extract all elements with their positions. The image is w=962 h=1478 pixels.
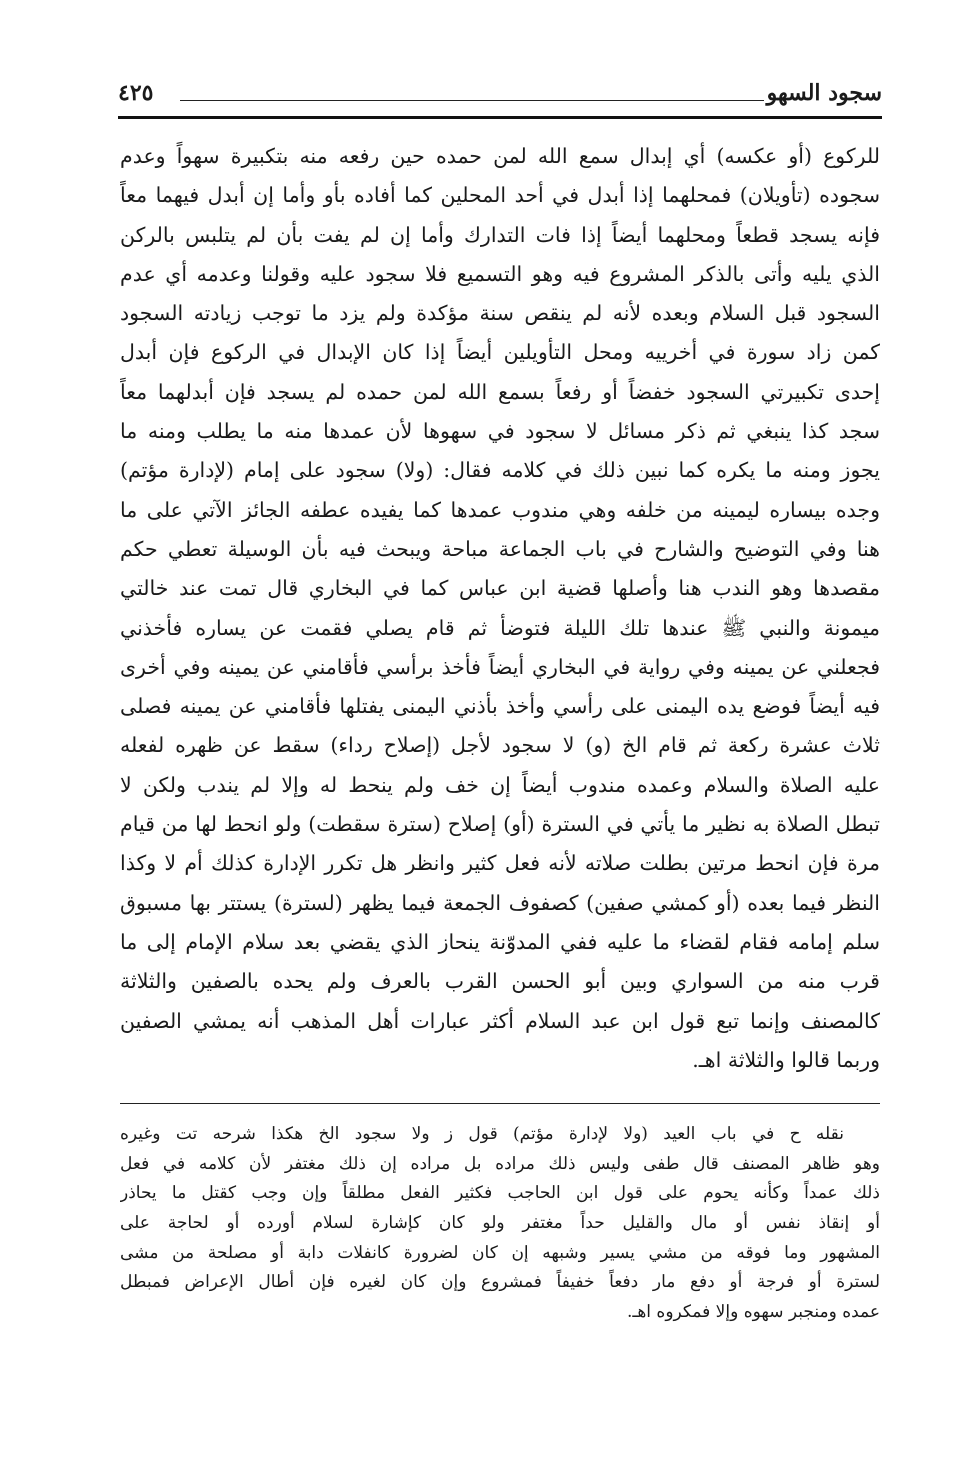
text-line: كالمصنف وإنما تبع قول ابن عبد السلام أكثر عبارات أهل المذهب أنه يمشي الصفين [120, 1008, 880, 1033]
text-line: للركوع (أو عكسه) أي إبدال سمع الله لمن حمده حين رفعه منه بتكبيرة سهواً وعدم [120, 144, 880, 168]
text-line: هنا وفي التوضيح والشارح في باب الجماعة مباحة ويبحث فيه بأن الوسيلة تعطي حكم [120, 536, 880, 561]
text-line: وربما قالوا والثلاثة اهـ. [692, 1047, 880, 1072]
footnotes [120, 1120, 880, 1328]
text-line: ثلاث عشرة ركعة ثم قام الخ (و) لا سجود لأجل (إصلاح رداء) سقط عن ظهره لفعله [120, 733, 880, 758]
main-text [120, 137, 880, 1080]
text-line: يجوز ومنه ما يكره كما نبين ذلك في كلامه فقال: (ولا) سجود على إمام (لإدارة مؤتم) [120, 458, 880, 483]
footnote-line: وهو ظاهر المصنف قال طفى وليس ذلك مراده بل مراده إن ذلك مغتفر لأن كلامه في فعل [120, 1153, 880, 1174]
text-line: تبطل الصلاة به نظير ما يأتي في السترة (أو) إصلاح (سترة سقطت) ولو انحط لها من قيام [120, 812, 880, 837]
text-line: سجد كذا ينبغي ثم ذكر مسائل لا سجود في سهوها لأن عمدها منه ما يطلب ومنه ما [120, 419, 880, 444]
text-line: إحدى تكبيرتي السجود خفضاً أو رفعاً بسمع الله لمن حمده لم يسجد فإن أبدلهما معاً [120, 379, 880, 404]
text-line: قرب منه من السواري وبين أبو الحسن القرب بالعرف ولم يحده بالصفين والثلاثة [120, 969, 880, 994]
text-line: مرة فإن انحط مرتين بطلت صلاته لأنه فعل كثير وانظر هل تكرر الإدارة كذلك أم لا وكذا [120, 851, 880, 876]
text-line: مقصدها وهو الندب هنا وأصلها قضية ابن عباس كما في البخاري قال تمت عند خالتي [120, 576, 880, 601]
text-line: وجده بيساره ليمينه من خلفه وهي مندوب عمدها كما يفيده عطفه الجائز الآتي على ما [120, 497, 880, 522]
footnote-separator [120, 1103, 880, 1104]
header-thin-rule [180, 100, 764, 101]
footnote-line: أو إنقاذ نفس أو مال والقليل حداً مغتفر ولو كان كإشارة لسلام أورده أو لحاجة على [120, 1213, 880, 1234]
text-line: كمن زاد سورة في أخرييه ومحل التأويلين أيضاً إذا كان الإبدال في الركوع فإن أبدل [120, 340, 880, 365]
page-number: ٤٢٥ [118, 80, 154, 106]
footnote-line: نقله ح في باب العيد (ولا لإدارة مؤتم) قول ز ولا سجود الخ هكذا شرحه تت وغيره [120, 1124, 844, 1144]
footnote-line: عمده ومنجبر سهوه وإلا فمكروه اهـ. [626, 1302, 880, 1323]
text-line: النظر فيما بعده (أو كمشي صفين) كصفوف الجمعة فيما يظهر (لسترة) يستتر بها مسبوق [120, 890, 880, 915]
text-line: السجود قبل السلام وبعده لأنه لم ينقص سنة مؤكدة ولم يزد ما توجب زيادته السجود [120, 301, 880, 326]
text-line: الذي يليه وأتى بالذكر المشروع فيه وهو التسميع فلا سجود عليه وقولنا وعدمه أي عدم [120, 261, 880, 286]
chapter-title: سجود السهو [766, 80, 882, 106]
text-line: فجعلني عن يمينه وفي رواية في البخاري أيضاً فأخذ برأسي فأقامني عن يمينه وفي أخرى [120, 654, 880, 679]
running-header [118, 78, 882, 118]
footnote-line: ذلك عمداً وكأنه يحوم على قول ابن الحاجب فكثير الفعل مطلقاً وإن وجب كقتل ما يحاذر [120, 1183, 880, 1204]
text-line: فإنه يسجد قطعاً ومحلهما أيضاً إذا فات التدارك وأما إن لم يفت بأن لم يتلبس بالركن [120, 222, 880, 247]
footnote-line: المشهور وما فوقه من مشي يسير وشبهه إن كان لضرورة كانفلات دابة أو مصلحة من مشى [120, 1242, 880, 1263]
text-line: ميمونة والنبي ﷺ عندها تلك الليلة فتوضأ ثم قام يصلي فقمت عن يساره فأخذني [120, 615, 880, 640]
header-thick-rule [118, 116, 882, 119]
text-line: سلم إمامه فقام لقضاء ما عليه ففي المدوّنة ينحاز الذي يقضي بعد سلام الإمام إلى ما [120, 929, 880, 954]
text-line: فيه أيضاً فوضع يده اليمنى على رأسي وأخذ بأذني اليمنى يفتلها فأقامني عن يمينه فصلى [120, 694, 880, 719]
text-line: عليه الصلاة والسلام وعمده مندوب أيضاً إن خف ولم ينحط له وإلا لم يندب ولكن لا [120, 772, 880, 797]
text-line: سجوده (تأويلان) فمحلهما إذا أبدل في أحد المحلين كما أفاده بأو وأما إن أبدل فيهما معاً [120, 183, 880, 208]
footnote-line: لسترة أو فرجة أو دفع مار دفعاً خفيفاً فمشروع وإن كان لغيره فإن أطال الإعراض فمبطل [120, 1272, 880, 1293]
